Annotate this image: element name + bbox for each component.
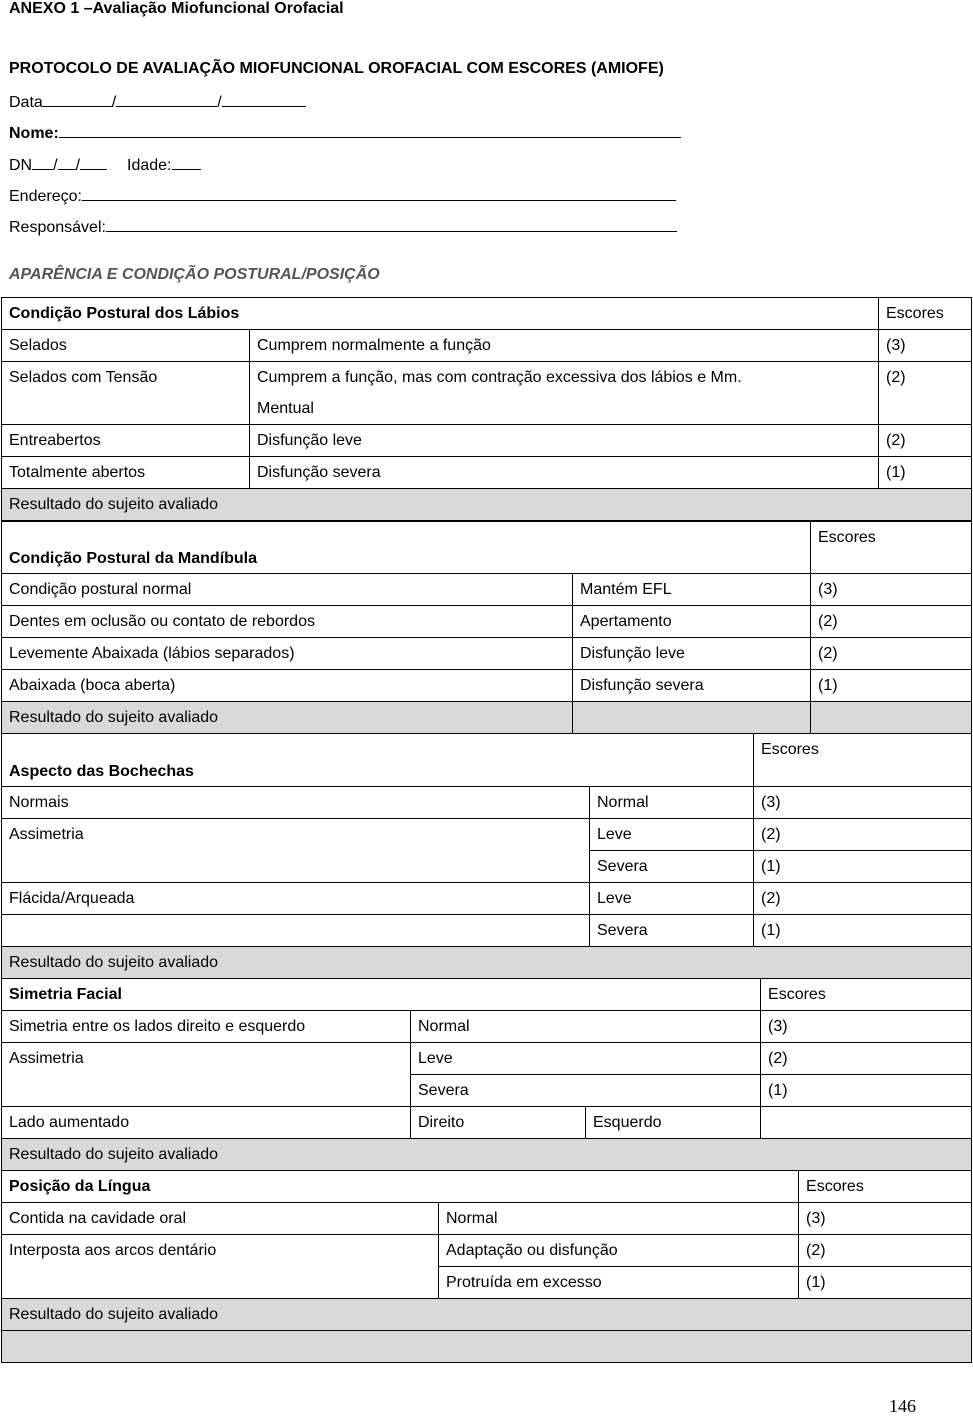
page-number: 146 — [889, 1396, 916, 1416]
jaw-scores-header: Escores — [811, 522, 972, 574]
lips-table — [1, 297, 972, 521]
symmetry-title: Simetria Facial — [2, 979, 761, 1011]
dob-day-field[interactable] — [32, 155, 53, 170]
cheeks-score: (2) — [754, 883, 972, 915]
lips-description-line-1: Cumprem a função, mas com contração excessiva dos lábios e Mm. — [257, 369, 742, 386]
cheeks-score: (2) — [754, 819, 972, 851]
symmetry-description: Leve — [411, 1043, 761, 1075]
jaw-description: Disfunção leve — [573, 638, 811, 670]
address-field[interactable] — [82, 186, 676, 201]
lips-description: Disfunção leve — [250, 425, 879, 457]
symmetry-description: Severa — [411, 1075, 761, 1107]
date-line: Data / / — [9, 92, 306, 112]
cheeks-scores-header: Escores — [754, 734, 972, 787]
symmetry-result-row[interactable]: Resultado do sujeito avaliado — [2, 1139, 972, 1171]
tongue-condition: Contida na cavidade oral — [2, 1203, 439, 1235]
jaw-condition: Abaixada (boca aberta) — [2, 670, 573, 702]
lips-description: Disfunção severa — [250, 457, 879, 489]
lips-scores-header: Escores — [879, 298, 972, 330]
symmetry-score: (3) — [761, 1011, 972, 1043]
lips-condition: Selados — [2, 330, 250, 362]
cheeks-score: (3) — [754, 787, 972, 819]
dob-year-field[interactable] — [80, 155, 107, 170]
dob-label: DN — [9, 157, 33, 174]
lips-score: (3) — [879, 330, 972, 362]
jaw-description: Apertamento — [573, 606, 811, 638]
cheeks-description: Leve — [590, 819, 754, 851]
jaw-table — [1, 521, 972, 734]
cheeks-condition: Flácida/Arqueada — [2, 883, 590, 915]
tongue-description: Protruída em excesso — [439, 1267, 799, 1299]
name-label: Nome: — [9, 125, 59, 142]
lips-title: Condição Postural dos Lábios — [2, 298, 879, 330]
enlarged-side-score-field[interactable] — [761, 1107, 972, 1139]
symmetry-score: (2) — [761, 1043, 972, 1075]
jaw-score: (2) — [811, 606, 972, 638]
lips-condition: Totalmente abertos — [2, 457, 250, 489]
jaw-description: Disfunção severa — [573, 670, 811, 702]
cheeks-score: (1) — [754, 915, 972, 947]
cheeks-condition-empty — [2, 915, 590, 947]
cheeks-score: (1) — [754, 851, 972, 883]
tongue-result-row: Resultado do sujeito avaliado — [2, 1299, 972, 1331]
jaw-condition: Condição postural normal — [2, 574, 573, 606]
protocol-title: PROTOCOLO DE AVALIAÇÃO MIOFUNCIONAL OROFACIAL COM ESCORES (AMIOFE) — [9, 60, 664, 77]
cheeks-title: Aspecto das Bochechas — [2, 734, 754, 787]
section-title: APARÊNCIA E CONDIÇÃO POSTURAL/POSIÇÃO — [9, 266, 380, 283]
tongue-description: Normal — [439, 1203, 799, 1235]
dob-month-field[interactable] — [58, 155, 76, 170]
cheeks-description: Normal — [590, 787, 754, 819]
age-label: Idade: — [127, 157, 172, 174]
jaw-score: (1) — [811, 670, 972, 702]
cheeks-condition: Normais — [2, 787, 590, 819]
jaw-condition: Levemente Abaixada (lábios separados) — [2, 638, 573, 670]
jaw-result-score-field[interactable] — [811, 702, 972, 734]
jaw-result-field[interactable] — [573, 702, 811, 734]
name-field[interactable] — [59, 123, 681, 138]
guardian-line — [9, 217, 677, 237]
date-day-field[interactable] — [43, 92, 112, 107]
jaw-title: Condição Postural da Mandíbula — [2, 522, 811, 574]
symmetry-condition: Assimetria — [2, 1043, 411, 1107]
enlarged-side-left[interactable]: Esquerdo — [586, 1107, 761, 1139]
jaw-score: (2) — [811, 638, 972, 670]
jaw-description: Mantém EFL — [573, 574, 811, 606]
dob-line: DN / / Idade: — [9, 155, 201, 175]
symmetry-score: (1) — [761, 1075, 972, 1107]
tongue-result-field[interactable] — [2, 1331, 972, 1363]
lips-score: (1) — [879, 457, 972, 489]
address-line — [9, 186, 676, 206]
age-field[interactable] — [172, 155, 201, 170]
jaw-result-row: Resultado do sujeito avaliado — [2, 702, 573, 734]
name-line — [9, 123, 681, 143]
annex-title: ANEXO 1 –Avaliação Miofuncional Orofacial — [9, 0, 344, 17]
date-month-field[interactable] — [116, 92, 217, 107]
address-label: Endereço: — [9, 188, 82, 205]
lips-score: (2) — [879, 425, 972, 457]
tongue-score: (3) — [799, 1203, 972, 1235]
guardian-label: Responsável: — [9, 219, 106, 236]
tongue-score: (1) — [799, 1267, 972, 1299]
tongue-title: Posição da Língua — [2, 1171, 799, 1203]
tongue-scores-header: Escores — [799, 1171, 972, 1203]
guardian-field[interactable] — [106, 217, 677, 232]
enlarged-side-label: Lado aumentado — [2, 1107, 411, 1139]
tongue-table — [1, 1170, 972, 1363]
date-year-field[interactable] — [222, 92, 306, 107]
tongue-description: Adaptação ou disfunção — [439, 1235, 799, 1267]
lips-description: Cumprem normalmente a função — [250, 330, 879, 362]
symmetry-condition: Simetria entre os lados direito e esquerdo — [2, 1011, 411, 1043]
tongue-condition: Interposta aos arcos dentário — [2, 1235, 439, 1299]
lips-description-line-2: Mentual — [257, 400, 314, 417]
lips-condition: Entreabertos — [2, 425, 250, 457]
cheeks-description: Severa — [590, 851, 754, 883]
tongue-score: (2) — [799, 1235, 972, 1267]
lips-description — [250, 362, 879, 425]
enlarged-side-right[interactable]: Direito — [411, 1107, 586, 1139]
lips-score: (2) — [879, 362, 972, 425]
symmetry-scores-header: Escores — [761, 979, 972, 1011]
symmetry-description: Normal — [411, 1011, 761, 1043]
cheeks-table — [1, 733, 972, 979]
cheeks-description: Leve — [590, 883, 754, 915]
cheeks-result-row[interactable]: Resultado do sujeito avaliado — [2, 947, 972, 979]
date-label: Data — [9, 94, 43, 111]
lips-condition: Selados com Tensão — [2, 362, 250, 425]
lips-result-row[interactable]: Resultado do sujeito avaliado — [2, 489, 972, 521]
jaw-condition: Dentes em oclusão ou contato de rebordos — [2, 606, 573, 638]
jaw-score: (3) — [811, 574, 972, 606]
symmetry-table — [1, 978, 972, 1171]
cheeks-condition: Assimetria — [2, 819, 590, 883]
cheeks-description: Severa — [590, 915, 754, 947]
